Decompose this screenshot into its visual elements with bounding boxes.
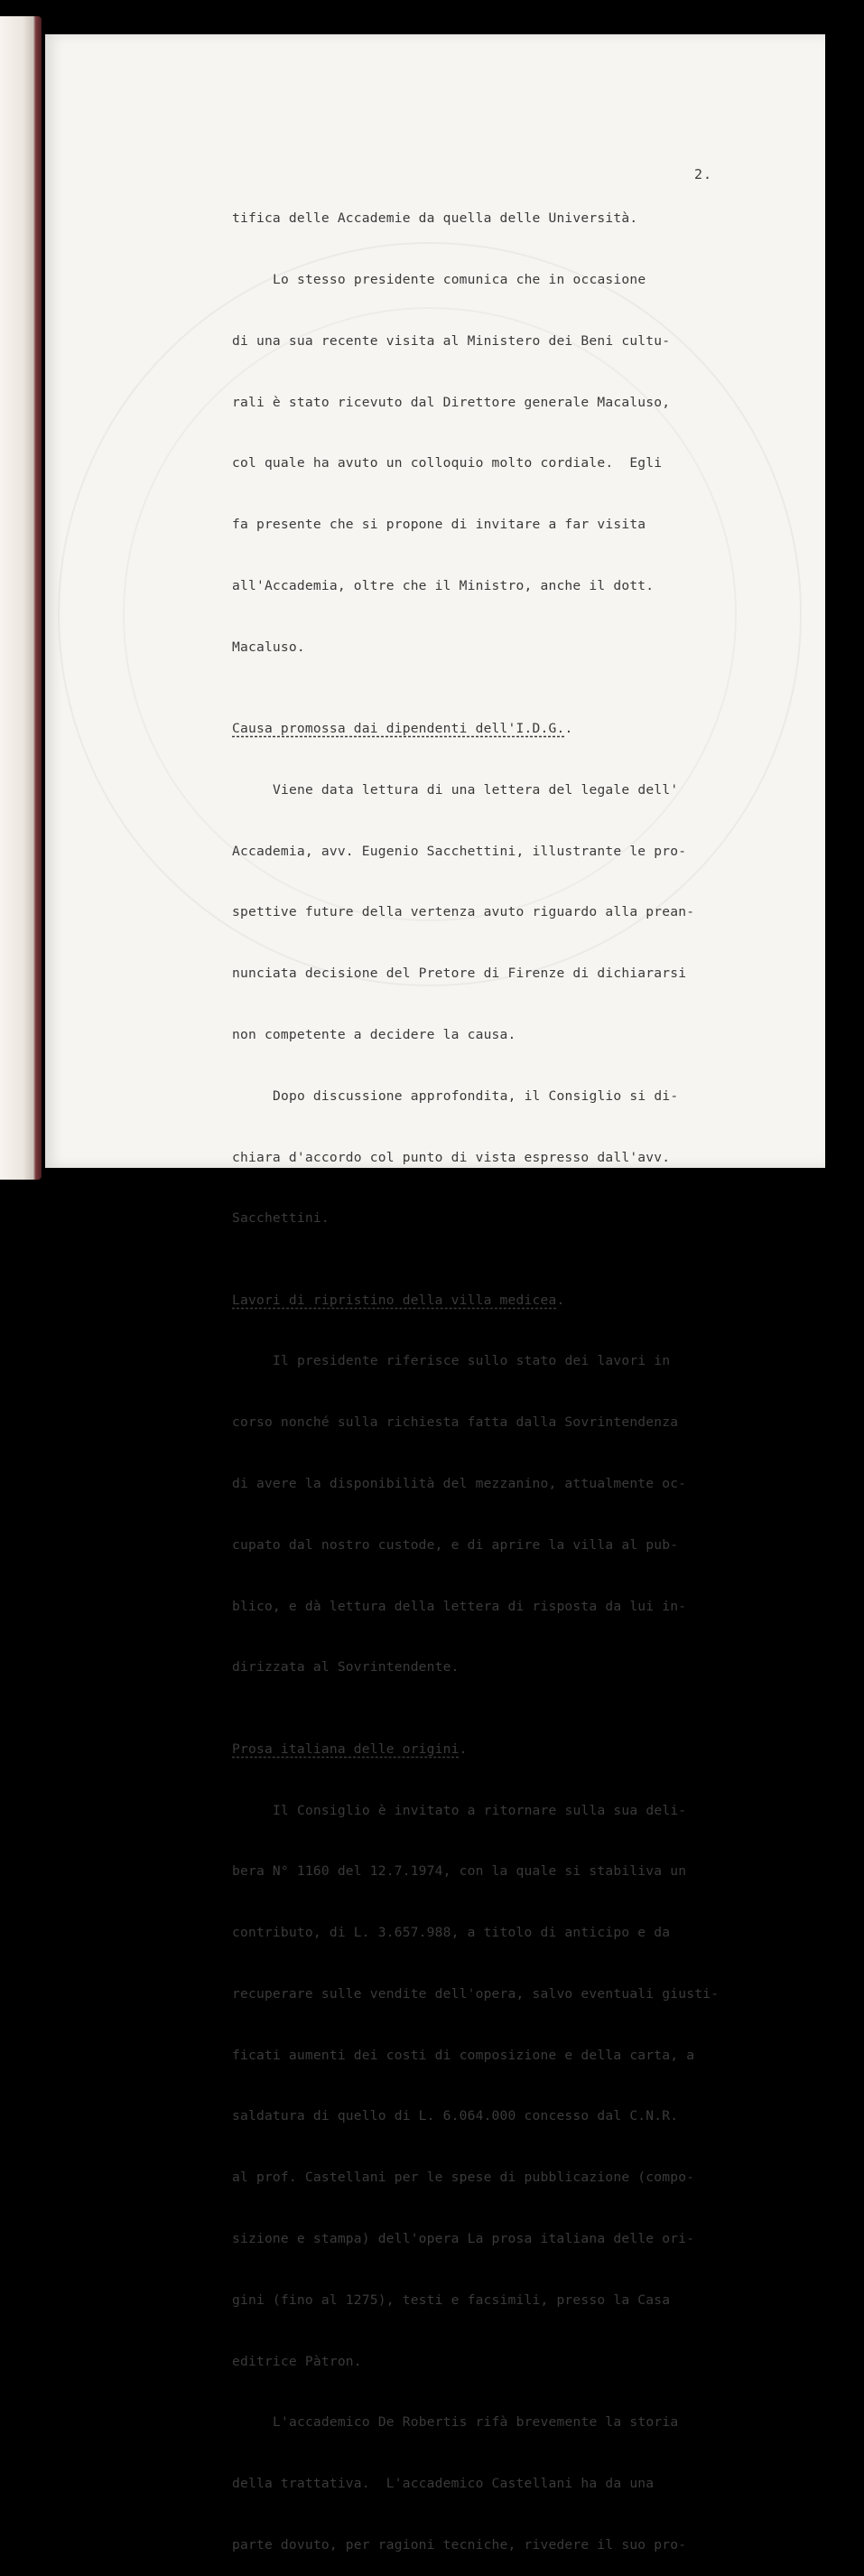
section-heading-prosa: Prosa italiana delle origini. xyxy=(232,1741,468,1757)
book-binding xyxy=(0,16,42,1180)
text-line: Il Consiglio è invitato a ritornare sulla sua deli- xyxy=(273,1802,687,1818)
text-line: Viene data lettura di una lettera del legale dell' xyxy=(273,781,679,798)
text-line: corso nonché sulla richiesta fatta dalla Sovrintendenza xyxy=(232,1414,679,1431)
text-line: Sacchettini. xyxy=(232,1210,330,1227)
text-line: tifica delle Accademie da quella delle Università. xyxy=(232,210,638,227)
page-number: 2. xyxy=(694,166,713,182)
section-heading-causa: Causa promossa dai dipendenti dell'I.D.G.. xyxy=(232,721,573,737)
text-line: di una sua recente visita al Ministero dei Beni cultu- xyxy=(232,332,671,349)
section-heading-lavori: Lavori di ripristino della villa medicea. xyxy=(232,1292,565,1308)
text-line: contributo, di L. 3.657.988, a titolo di anticipo e da xyxy=(232,1925,671,1941)
text-line: Macaluso. xyxy=(232,639,305,655)
text-line: all'Accademia, oltre che il Ministro, anche il dott. xyxy=(232,577,655,593)
text-line: L'accademico De Robertis rifà brevemente la storia xyxy=(273,2414,679,2431)
text-line: al prof. Castellani per le spese di pubblicazione (compo- xyxy=(232,2170,695,2186)
text-line: col quale ha avuto un colloquio molto cordiale. Egli xyxy=(232,455,663,471)
text-line: di avere la disponibilità del mezzanino, attualmente oc- xyxy=(232,1476,687,1491)
text-line: spettive future della vertenza avuto riguardo alla prean- xyxy=(232,904,695,920)
text-line: gini (fino al 1275), testi e facsimili, presso la Casa xyxy=(232,2291,671,2308)
text-line: della trattativa. L'accademico Castellani ha da una xyxy=(232,2476,655,2492)
text-line: recuperare sulle vendite dell'opera, salvo eventuali giusti- xyxy=(232,1985,720,2002)
text-line: saldatura di quello di L. 6.064.000 concesso dal C.N.R. xyxy=(232,2108,679,2124)
text-line: chiara d'accordo col punto di vista espresso dall'avv. xyxy=(232,1149,671,1165)
text-line: Dopo discussione approfondita, il Consiglio si di- xyxy=(273,1087,679,1104)
text-line: non competente a decidere la causa. xyxy=(232,1026,516,1042)
text-line: Lo stesso presidente comunica che in occasione xyxy=(273,271,646,287)
text-line: bera N° 1160 del 12.7.1974, con la quale si stabiliva un xyxy=(232,1863,687,1880)
text-line: ficati aumenti dei costi di composizione e della carta, a xyxy=(232,2047,695,2063)
text-line: Il presidente riferisce sullo stato dei lavori in xyxy=(273,1353,671,1369)
text-line: dirizzata al Sovrintendente. xyxy=(232,1659,460,1675)
text-line: editrice Pàtron. xyxy=(232,2353,362,2369)
typed-text-body xyxy=(232,168,720,2576)
text-line: sizione e stampa) dell'opera La prosa italiana delle ori- xyxy=(232,2230,695,2246)
text-line: Accademia, avv. Eugenio Sacchettini, illustrante le pro- xyxy=(232,843,687,859)
text-line: blico, e dà lettura della lettera di risposta da lui in- xyxy=(232,1598,687,1614)
text-line: fa presente che si propone di invitare a far visita xyxy=(232,517,646,533)
text-line: cupato dal nostro custode, e di aprire la villa al pub- xyxy=(232,1536,679,1553)
text-line: parte dovuto, per ragioni tecniche, rivedere il suo pro- xyxy=(232,2536,687,2553)
text-line: rali è stato ricevuto dal Direttore generale Macaluso, xyxy=(232,394,671,410)
text-line: nunciata decisione del Pretore di Firenze di dichiararsi xyxy=(232,966,687,982)
